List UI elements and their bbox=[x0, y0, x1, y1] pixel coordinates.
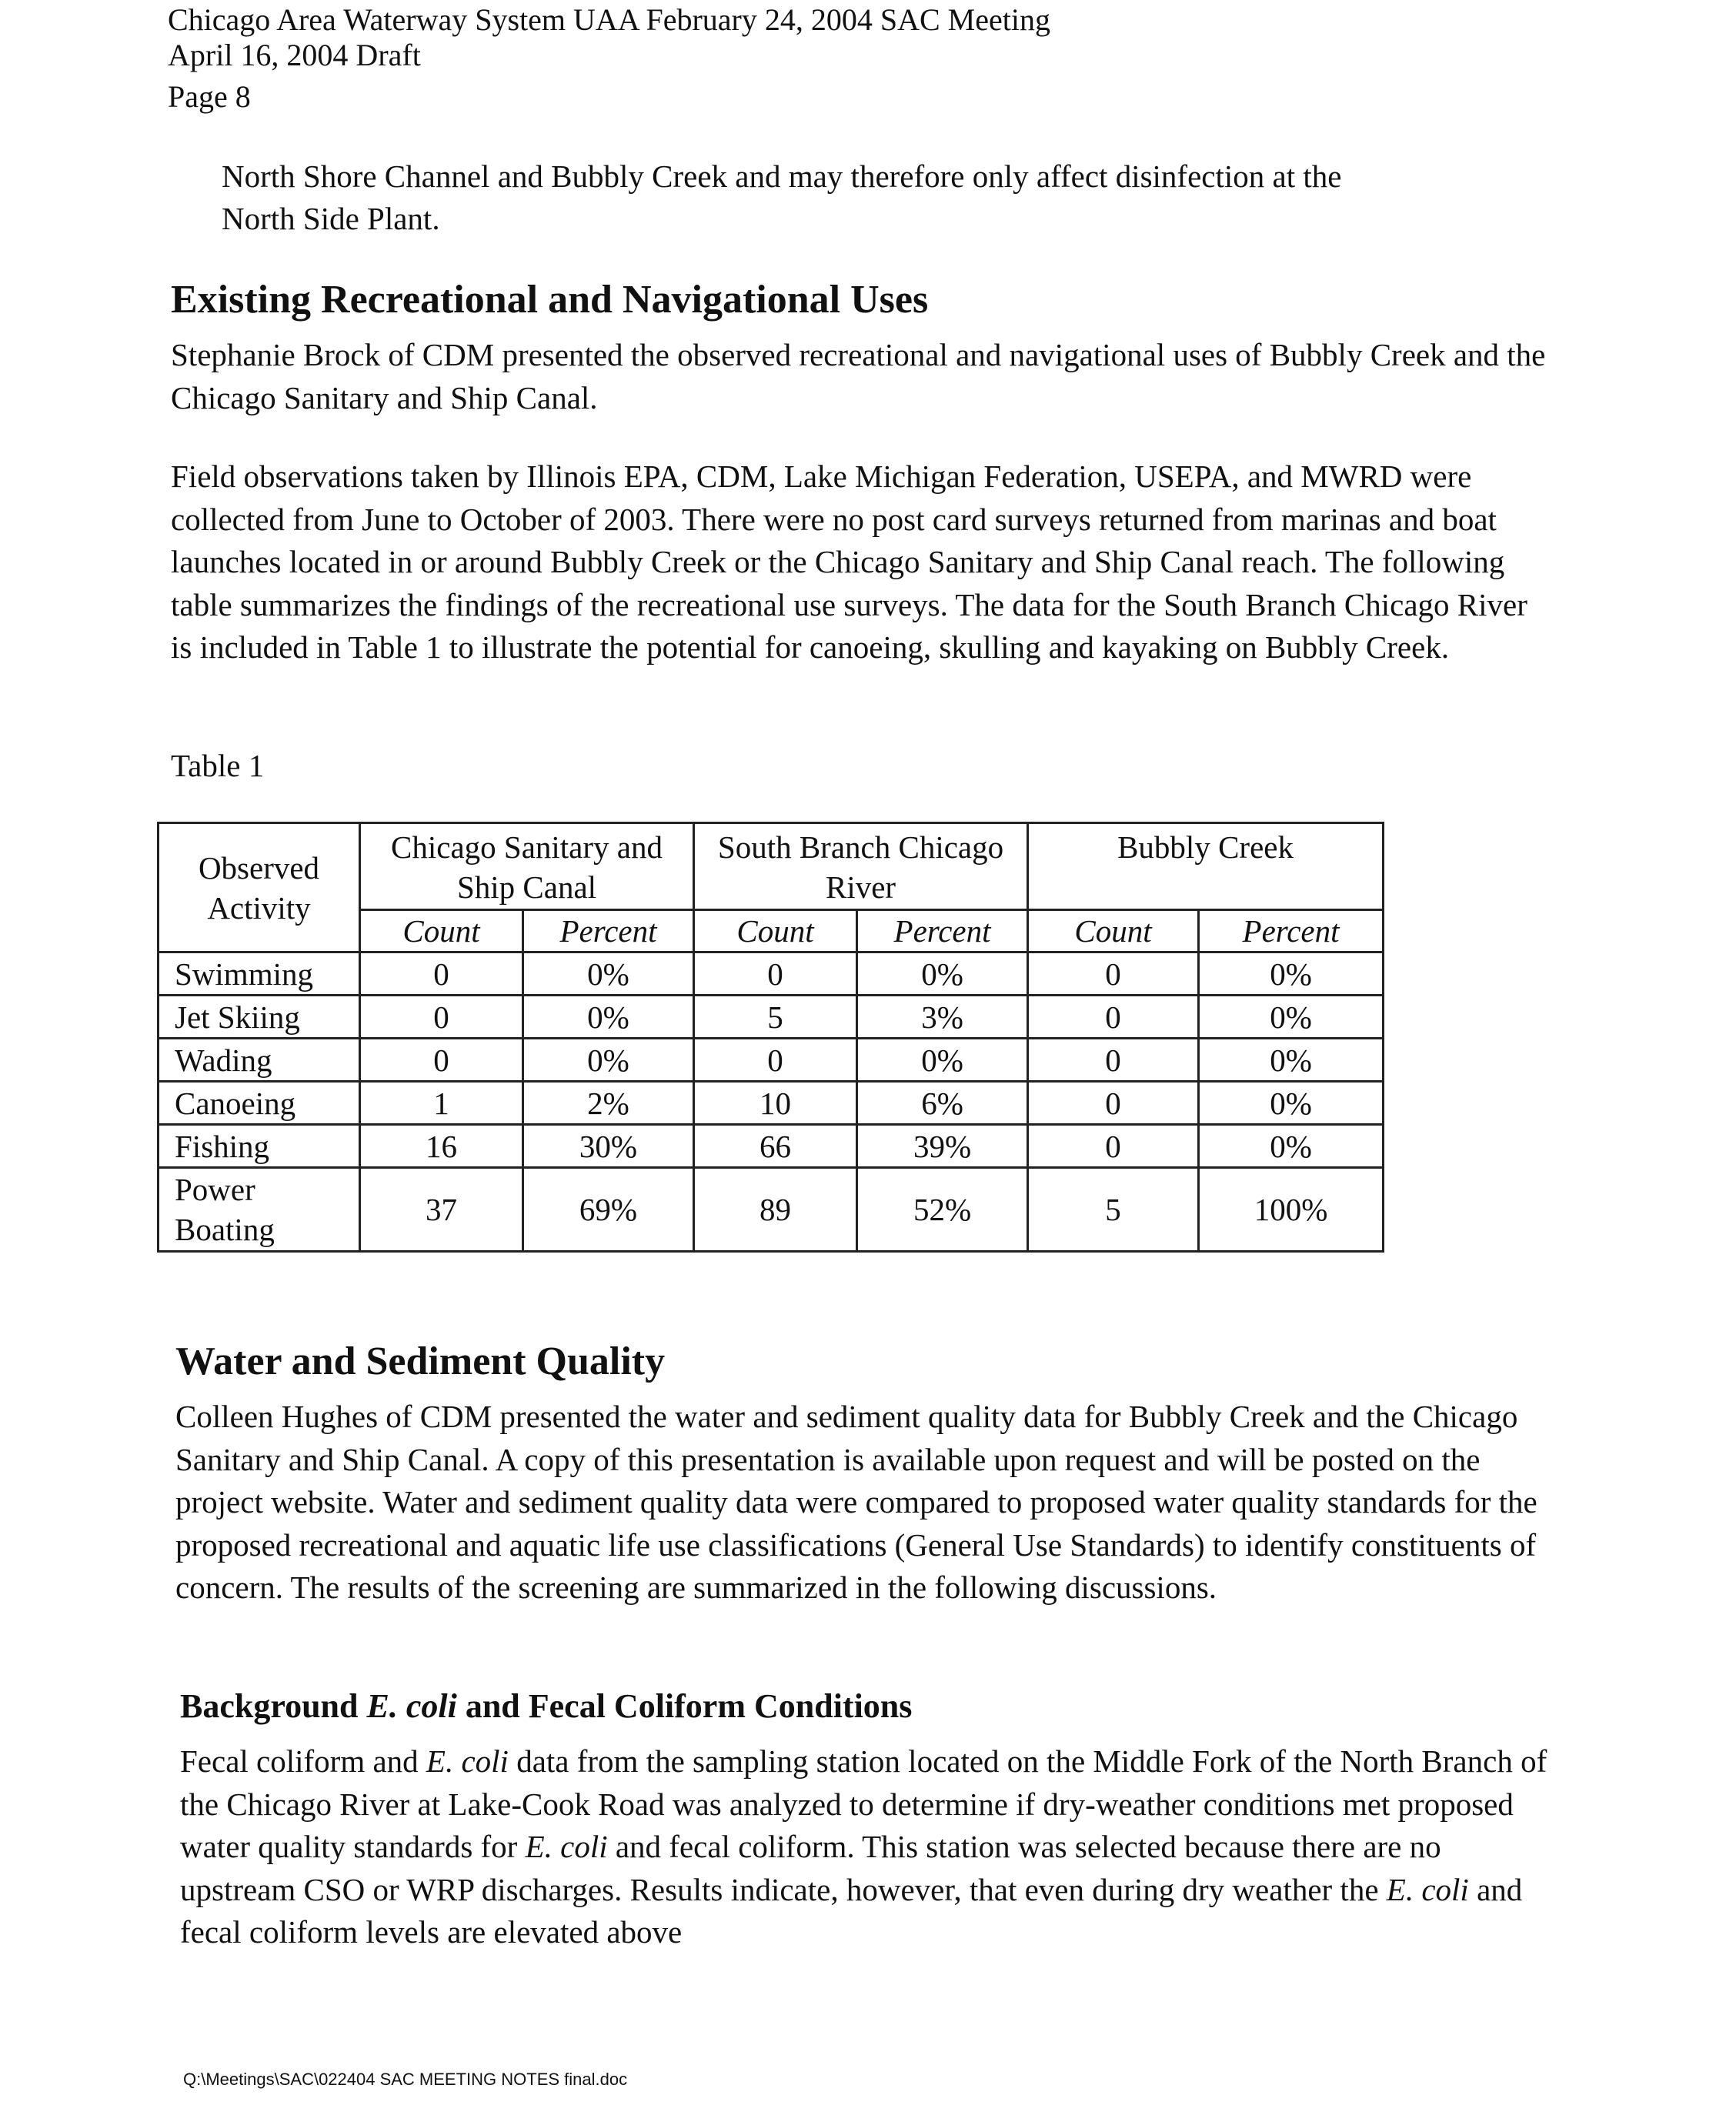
paragraph-field-observations: Field observations taken by Illinois EPA, CDM, Lake Michigan Federation, USEPA, and MWRD were collected from June to October of 2003. There were no post card surveys returned from marinas and boat launches located in or around Bubbly Creek or the Chicago Sanitary and Ship Canal reach. The following table summarizes the findings of the recreational use surveys. The data for the South Branch Chicago River is included in Table 1 to illustrate the potential for canoeing, skulling and kayaking on Bubbly Creek. bbox=[171, 459, 1527, 665]
table-cell: 0 bbox=[1028, 952, 1199, 996]
footer-file-path: Q:\Meetings\SAC\022404 SAC MEETING NOTES final.doc bbox=[183, 2070, 628, 2089]
table-cell: 0% bbox=[1199, 1082, 1384, 1125]
ecoli-term: E. coli bbox=[525, 1829, 608, 1864]
paragraph-recreational-intro: Stephanie Brock of CDM presented the observed recreational and navigational uses of Bubbly Creek and the Chicago Sanitary and Ship Canal. bbox=[171, 337, 1546, 415]
table-cell: 0% bbox=[857, 1039, 1028, 1082]
section-heading-water-quality: Water and Sediment Quality bbox=[175, 1339, 666, 1383]
table-cell: 3% bbox=[857, 996, 1028, 1039]
table-cell: 0 bbox=[1028, 1082, 1199, 1125]
table-cell: 30% bbox=[523, 1125, 694, 1168]
table-cell: 5 bbox=[1028, 1168, 1199, 1252]
table-cell: 0% bbox=[1199, 996, 1384, 1039]
table-row bbox=[159, 1168, 1384, 1252]
table-cell: 0% bbox=[857, 952, 1028, 996]
table-cell: 0% bbox=[523, 1039, 694, 1082]
table-cell: 0 bbox=[360, 1039, 523, 1082]
table-cell: 39% bbox=[857, 1125, 1028, 1168]
paragraph-ecoli-conditions bbox=[180, 1740, 1557, 1954]
table-cell: 0 bbox=[1028, 996, 1199, 1039]
count-header: Count bbox=[360, 910, 523, 952]
activity-cell: Canoeing bbox=[159, 1082, 360, 1125]
table-header-row bbox=[159, 823, 1384, 910]
header-line-1: Chicago Area Waterway System UAA February 24, 2004 SAC Meeting bbox=[168, 2, 1050, 37]
table-cell: 2% bbox=[523, 1082, 694, 1125]
heading-text: Background bbox=[180, 1687, 367, 1725]
ecoli-term: E. coli bbox=[426, 1743, 509, 1779]
section-heading-ecoli bbox=[180, 1685, 912, 1728]
table-row bbox=[159, 996, 1384, 1039]
table-cell: 0 bbox=[1028, 1125, 1199, 1168]
group-header-sanitary-ship-canal: Chicago Sanitary and Ship Canal bbox=[360, 823, 694, 910]
count-header: Count bbox=[1028, 910, 1199, 952]
table-cell: 0 bbox=[694, 1039, 857, 1082]
table-cell: 0 bbox=[1028, 1039, 1199, 1082]
table-row bbox=[159, 952, 1384, 996]
table-cell: 52% bbox=[857, 1168, 1028, 1252]
intro-line-2: North Side Plant. bbox=[222, 201, 440, 236]
table-cell: 0% bbox=[1199, 1125, 1384, 1168]
paragraph-text: and fecal coliform levels are elevated above bbox=[180, 1871, 1523, 1950]
activity-cell: Swimming bbox=[159, 952, 360, 996]
table-caption: Table 1 bbox=[171, 748, 265, 783]
paragraph-water-quality: Colleen Hughes of CDM presented the water and sediment quality data for Bubbly Creek and the Chicago Sanitary and Ship Canal. A copy of this presentation is available upon request and will be posted on the project website. Water and sediment quality data were compared to proposed water quality standards for the proposed recreational and aquatic life use classifications (General Use Standards) to identify constituents of concern. The results of the screening are summarized in the following discussions. bbox=[175, 1399, 1537, 1605]
table-cell: 0 bbox=[360, 952, 523, 996]
table-cell: 5 bbox=[694, 996, 857, 1039]
ecoli-term: E. coli bbox=[1386, 1871, 1469, 1907]
table-cell: 69% bbox=[523, 1168, 694, 1252]
table-cell: 16 bbox=[360, 1125, 523, 1168]
activity-cell: Power Boating bbox=[159, 1168, 360, 1252]
table-row bbox=[159, 1082, 1384, 1125]
table-cell: 10 bbox=[694, 1082, 857, 1125]
observed-activity-header: Observed Activity bbox=[159, 823, 360, 952]
intro-line-1: North Shore Channel and Bubbly Creek and may therefore only affect disinfection at the bbox=[222, 158, 1342, 194]
count-header: Count bbox=[694, 910, 857, 952]
paragraph-text: Fecal coliform and bbox=[180, 1743, 426, 1779]
table-row bbox=[159, 1125, 1384, 1168]
table-cell: 0% bbox=[1199, 1039, 1384, 1082]
recreational-uses-table bbox=[157, 822, 1384, 1253]
table-cell: 6% bbox=[857, 1082, 1028, 1125]
table-cell: 0 bbox=[360, 996, 523, 1039]
section-heading-recreational: Existing Recreational and Navigational Uses bbox=[171, 278, 929, 322]
paragraph-text: and fecal coliform. This station was selected because there are no upstream CSO or WRP discharges. Results indicate, however, that even during dry weather the bbox=[180, 1829, 1441, 1907]
paragraph-text: data from the sampling station located on the Middle Fork of the North Branch of the Chicago River at Lake-Cook Road was analyzed to determine if dry-weather conditions met proposed water quality standards for bbox=[180, 1743, 1547, 1864]
heading-text: and Fecal Coliform Conditions bbox=[456, 1687, 913, 1725]
table-cell: 0% bbox=[523, 996, 694, 1039]
percent-header: Percent bbox=[523, 910, 694, 952]
table-cell: 66 bbox=[694, 1125, 857, 1168]
activity-cell: Jet Skiing bbox=[159, 996, 360, 1039]
table-cell: 89 bbox=[694, 1168, 857, 1252]
activity-cell: Fishing bbox=[159, 1125, 360, 1168]
heading-ecoli-italic: E. coli bbox=[366, 1687, 457, 1725]
table-cell: 0% bbox=[1199, 952, 1384, 996]
activity-cell: Wading bbox=[159, 1039, 360, 1082]
group-header-south-branch: South Branch Chicago River bbox=[694, 823, 1028, 910]
percent-header: Percent bbox=[1199, 910, 1384, 952]
table-cell: 0% bbox=[523, 952, 694, 996]
table-row bbox=[159, 1039, 1384, 1082]
group-header-bubbly-creek: Bubbly Creek bbox=[1028, 823, 1384, 910]
header-line-2: April 16, 2004 Draft bbox=[168, 38, 421, 72]
table-cell: 37 bbox=[360, 1168, 523, 1252]
header-page-number: Page 8 bbox=[168, 79, 251, 114]
table-cell: 0 bbox=[694, 952, 857, 996]
percent-header: Percent bbox=[857, 910, 1028, 952]
table-cell: 1 bbox=[360, 1082, 523, 1125]
table-cell: 100% bbox=[1199, 1168, 1384, 1252]
